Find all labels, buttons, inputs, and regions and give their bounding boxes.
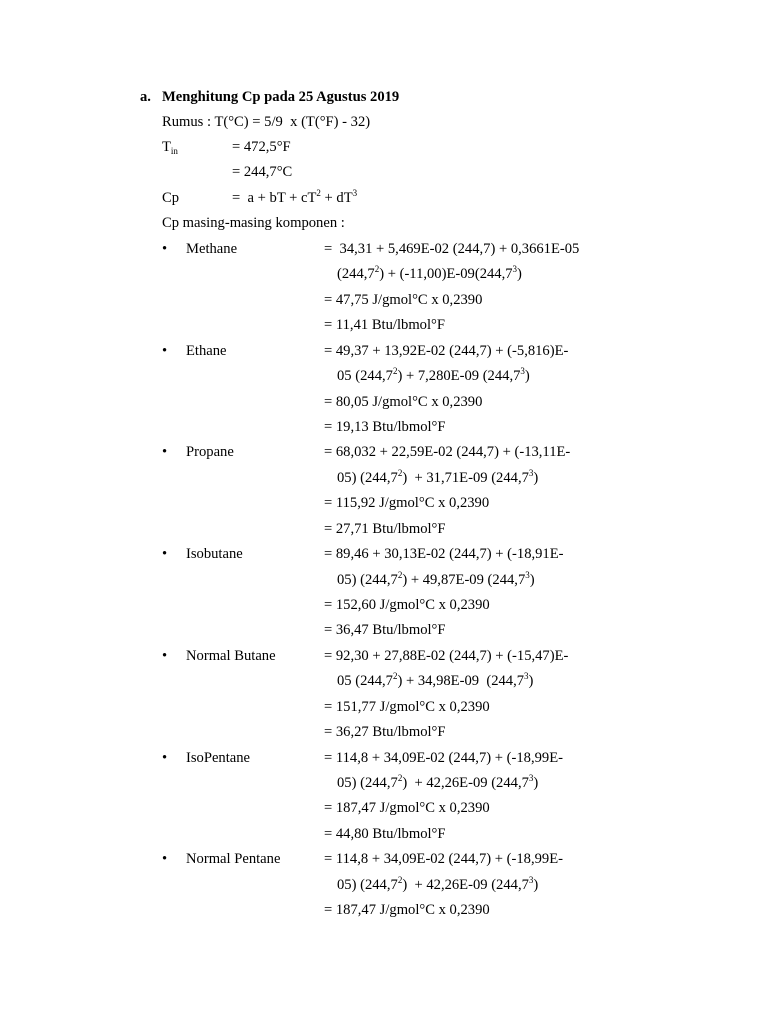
component-name: Isobutane xyxy=(186,546,243,563)
component-cp-joule: = 151,77 J/gmol°C x 0,2390 xyxy=(324,698,490,715)
component-formula-continuation: 05) (244,7$^2$) + 42,26E-09 (244,7$^3$) xyxy=(337,772,539,791)
bullet-icon: • xyxy=(162,851,168,868)
component-formula-line: = 89,46 + 30,13E-02 (244,7) + (-18,91E- xyxy=(324,546,564,563)
bullet-icon: • xyxy=(162,342,168,359)
cp-label: Cp xyxy=(162,190,180,206)
bullet-icon: • xyxy=(162,647,168,664)
component-formula-line: = 49,37 + 13,92E-02 (244,7) + (-5,816)E- xyxy=(324,342,569,359)
formula-line: Rumus : T(°C) = 5/9 x (T(°F) - 32) xyxy=(162,114,371,130)
component-cp-btu: = 27,71 Btu/lbmol°F xyxy=(324,520,446,537)
component-formula-line: = 34,31 + 5,469E-02 (244,7) + 0,3661E-05 xyxy=(324,241,580,257)
component-formula-line: = 92,30 + 27,88E-02 (244,7) + (-15,47)E- xyxy=(324,647,569,664)
component-name: IsoPentane xyxy=(186,749,251,766)
tin-value-celsius: = 244,7°C xyxy=(232,164,293,180)
component-name: Normal Butane xyxy=(186,647,276,664)
component-name: Ethane xyxy=(186,342,227,359)
tin-value-fahrenheit: = 472,5°F xyxy=(232,139,291,155)
component-cp-joule: = 187,47 J/gmol°C x 0,2390 xyxy=(324,800,490,817)
component-cp-joule: = 80,05 J/gmol°C x 0,2390 xyxy=(324,393,483,410)
component-cp-joule: = 187,47 J/gmol°C x 0,2390 xyxy=(324,902,490,918)
component-cp-btu: = 11,41 Btu/lbmol°F xyxy=(324,317,445,334)
component-cp-joule: = 115,92 J/gmol°C x 0,2390 xyxy=(324,495,490,512)
bullet-icon: • xyxy=(162,444,168,461)
component-cp-joule: = 152,60 J/gmol°C x 0,2390 xyxy=(324,596,490,613)
component-formula-line: = 68,032 + 22,59E-02 (244,7) + (-13,11E- xyxy=(324,444,571,461)
bullet-icon: • xyxy=(162,241,168,257)
section-title: Menghitung Cp pada 25 Agustus 2019 xyxy=(162,89,400,105)
component-formula-line: = 114,8 + 34,09E-02 (244,7) + (-18,99E- xyxy=(324,749,563,766)
component-formula-continuation: $(244,7^2) + (-11,00)E-09(244,7^3)$ xyxy=(337,264,522,283)
component-formula-continuation: 05) $(244,7^2) + 49,87E-09$ (244,7$^3$) xyxy=(337,569,535,588)
tin-label: $T_{in}$ xyxy=(162,139,178,156)
component-name: Methane xyxy=(186,241,238,257)
bullet-icon: • xyxy=(162,546,168,563)
component-formula-line: = 114,8 + 34,09E-02 (244,7) + (-18,99E- xyxy=(324,851,563,868)
component-cp-btu: = 36,27 Btu/lbmol°F xyxy=(324,724,446,740)
component-cp-btu: = 19,13 Btu/lbmol°F xyxy=(324,418,446,435)
component-formula-continuation: 05) (244,7$^2$) + 31,71E-09 (244,7$^3$) xyxy=(337,467,539,486)
component-name: Propane xyxy=(186,444,234,461)
tin-subscript: in xyxy=(170,146,178,156)
cp-formula: = a + bT + $cT^2 + dT^3$ xyxy=(232,188,358,206)
bullet-icon: • xyxy=(162,749,168,766)
section-letter: a. xyxy=(140,89,151,105)
component-name: Normal Pentane xyxy=(186,851,281,868)
component-cp-btu: = 36,47 Btu/lbmol°F xyxy=(324,622,446,639)
component-cp-joule: = 47,75 J/gmol°C x 0,2390 xyxy=(324,291,483,308)
component-cp-btu: = 44,80 Btu/lbmol°F xyxy=(324,825,446,842)
component-formula-continuation: 05 $(244,7^2) + 34,98E-09$ (244,7$^3$) xyxy=(337,671,534,690)
cp-intro: Cp masing-masing komponen : xyxy=(162,215,345,231)
component-formula-continuation: 05 $(244,7^2) + 7,280E-09$ (244,7$^3$) xyxy=(337,366,530,385)
component-formula-continuation: 05) (244,7$^2$) + 42,26E-09 (244,7$^3$) xyxy=(337,874,539,893)
